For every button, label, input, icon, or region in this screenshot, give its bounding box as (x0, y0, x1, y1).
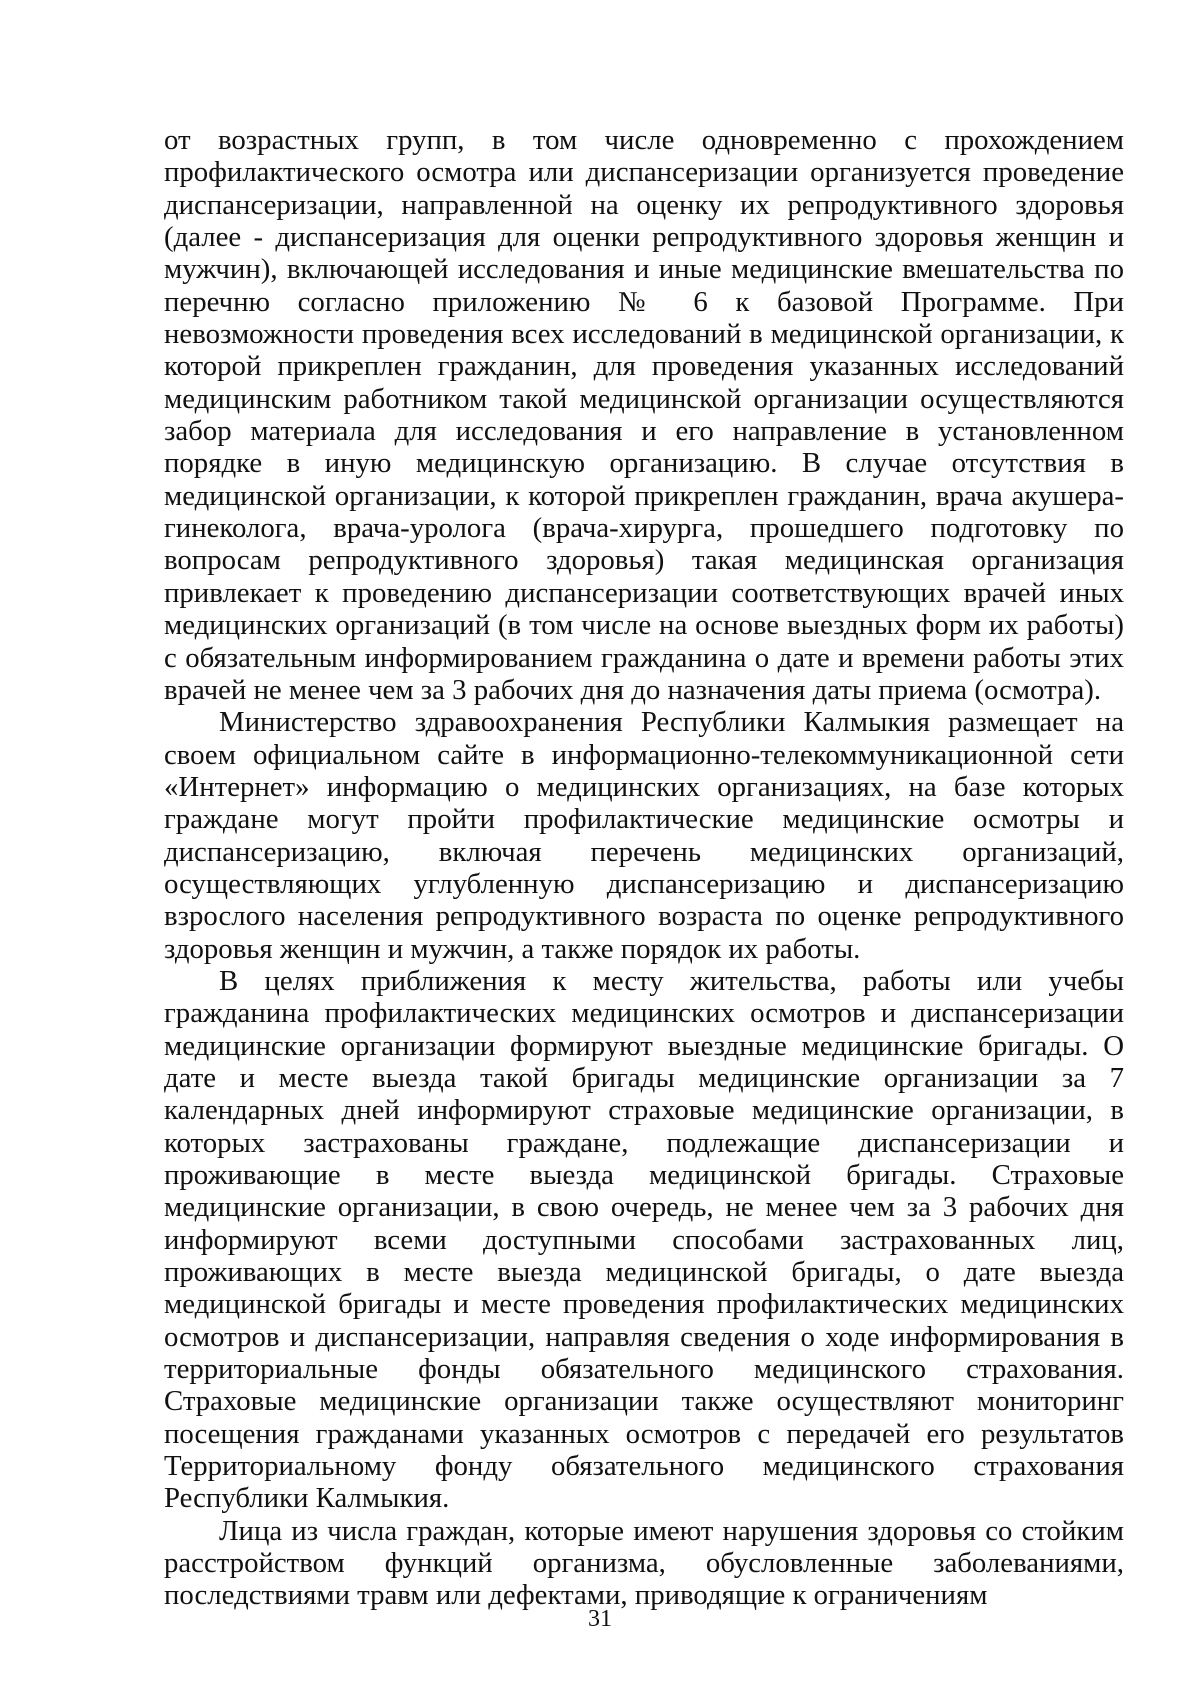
paragraph-continuation: от возрастных групп, в том числе одновременно с прохождением профилактического осмотра или диспансеризации организуется проведение диспансеризации, направленной на оценку их репродуктивного здоровья (далее - диспансеризация для оценки репродуктивного здоровья женщин и мужчин), включающей исследования и иные медицинские вмешательства по перечню согласно приложению № 6 к базовой Программе. При невозможности проведения всех исследований в медицинской организации, к которой прикреплен гражданин, для проведения указанных исследований медицинским работником такой медицинской организации осуществляются забор материала для исследования и его направление в установленном порядке в иную медицинскую организацию. В случае отсутствия в медицинской организации, к которой прикреплен гражданин, врача акушера-гинеколога, врача-уролога (врача-хирурга, прошедшего подготовку по вопросам репродуктивного здоровья) такая медицинская организация привлекает к проведению диспансеризации соответствующих врачей иных медицинских организаций (в том числе на основе выездных форм их работы) с обязательным информированием гражданина о дате и времени работы этих врачей не менее чем за 3 рабочих дня до назначения даты приема (осмотра). (164, 124, 1124, 706)
body-text (164, 124, 1124, 1612)
page-number: 31 (588, 1606, 612, 1632)
paragraph: Лица из числа граждан, которые имеют нарушения здоровья со стойким расстройством функций организма, обусловленные заболеваниями, последствиями травм или дефектами, приводящие к ограничениям (164, 1514, 1124, 1612)
paragraph: В целях приближения к месту жительства, работы или учебы гражданина профилактических медицинских осмотров и диспансеризации медицинские организации формируют выездные медицинские бригады. О дате и месте выезда такой бригады медицинские организации за 7 календарных дней информируют страховые медицинские организации, в которых застрахованы граждане, подлежащие диспансеризации и проживающие в месте выезда медицинской бригады. Страховые медицинские организации, в свою очередь, не менее чем за 3 рабочих дня информируют всеми доступными способами застрахованных лиц, проживающих в месте выезда медицинской бригады, о дате выезда медицинской бригады и месте проведения профилактических медицинских осмотров и диспансеризации, направляя сведения о ходе информирования в территориальные фонды обязательного медицинского страхования. Страховые медицинские организации также осуществляют мониторинг посещения гражданами указанных осмотров с передачей его результатов Территориальному фонду обязательного медицинского страхования Республики Калмыкия. (164, 964, 1124, 1515)
paragraph: Министерство здравоохранения Республики Калмыкия размещает на своем официальном сайте в информационно-телекоммуникационной сети «Интернет» информацию о медицинских организациях, на базе которых граждане могут пройти профилактические медицинские осмотры и диспансеризацию, включая перечень медицинских организаций, осуществляющих углубленную диспансеризацию и диспансеризацию взрослого населения репродуктивного возраста по оценке репродуктивного здоровья женщин и мужчин, а также порядок их работы. (164, 706, 1124, 965)
